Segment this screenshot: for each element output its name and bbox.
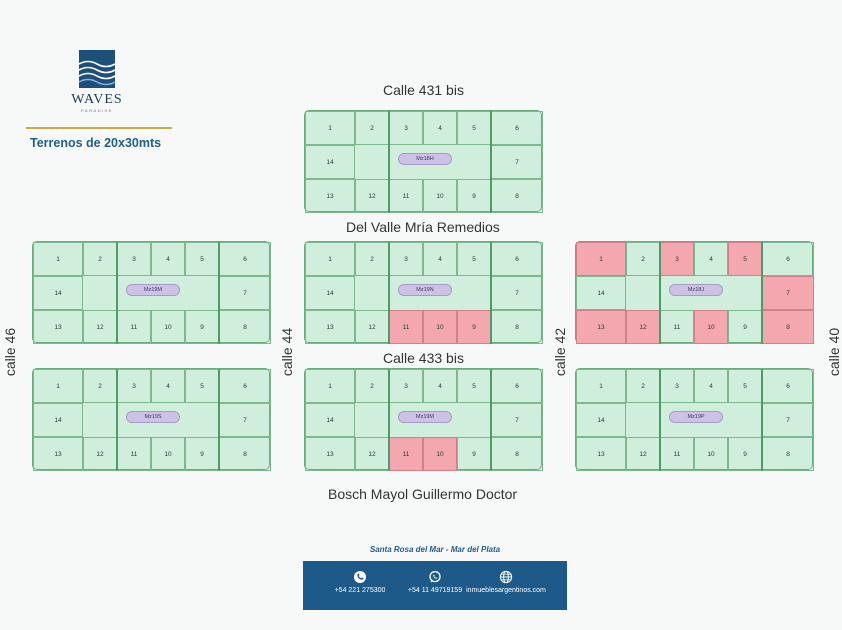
lot-8[interactable]: 8 xyxy=(219,437,271,471)
lot-12[interactable]: 12 xyxy=(626,437,660,471)
lot-3[interactable]: 3 xyxy=(117,369,151,403)
lot-10[interactable]: 10 xyxy=(151,437,185,471)
lot-13[interactable]: 13 xyxy=(576,437,626,471)
street-bosch-mayol: Bosch Mayol Guillermo Doctor xyxy=(328,486,518,502)
street-calle-42: calle 42 xyxy=(552,327,568,377)
street-calle-40: calle 40 xyxy=(826,327,842,377)
block-divider xyxy=(116,242,118,344)
lot-10[interactable]: 10 xyxy=(423,179,457,213)
lot-9[interactable]: 9 xyxy=(185,437,219,471)
manzana-label: Mz18J xyxy=(669,284,723,296)
lot-3[interactable]: 3 xyxy=(389,242,423,276)
block-divider xyxy=(490,111,492,213)
lot-10[interactable]: 10 xyxy=(694,310,728,344)
lot-13[interactable]: 13 xyxy=(576,310,626,344)
street-calle-431-bis: Calle 431 bis xyxy=(383,82,464,98)
block xyxy=(575,241,813,343)
lot-6[interactable]: 6 xyxy=(491,242,543,276)
lot-2[interactable]: 2 xyxy=(626,369,660,403)
lot-14[interactable]: 14 xyxy=(576,276,626,310)
lot-1[interactable]: 1 xyxy=(576,369,626,403)
street-calle-433-bis: Calle 433 bis xyxy=(383,350,464,366)
contact-footer xyxy=(303,561,567,610)
footer-location: Santa Rosa del Mar - Mar del Plata xyxy=(369,545,501,554)
lot-13[interactable]: 13 xyxy=(305,310,355,344)
block xyxy=(32,241,270,343)
lot-3[interactable]: 3 xyxy=(117,242,151,276)
waves-logo-icon xyxy=(79,50,115,88)
lot-11[interactable]: 11 xyxy=(660,437,694,471)
lot-14[interactable]: 14 xyxy=(305,145,355,179)
brand-name: WAVES xyxy=(71,92,123,107)
lot-10[interactable]: 10 xyxy=(423,437,457,471)
lot-11[interactable]: 11 xyxy=(389,437,423,471)
divider xyxy=(26,127,172,129)
block xyxy=(304,368,542,470)
block xyxy=(304,241,542,343)
website-url: inmueblesargentinos.com xyxy=(466,587,546,594)
lot-13[interactable]: 13 xyxy=(33,310,83,344)
lot-7[interactable]: 7 xyxy=(219,403,271,437)
lot-7[interactable]: 7 xyxy=(762,276,814,310)
manzana-label: Mz19M xyxy=(126,284,180,296)
lot-14[interactable]: 14 xyxy=(576,403,626,437)
lot-11[interactable]: 11 xyxy=(117,310,151,344)
lot-5[interactable]: 5 xyxy=(185,242,219,276)
phone-icon xyxy=(353,570,367,584)
lot-7[interactable]: 7 xyxy=(491,403,543,437)
lot-8[interactable]: 8 xyxy=(491,437,543,471)
street-calle-46: calle 46 xyxy=(2,327,18,377)
lot-3[interactable]: 3 xyxy=(660,369,694,403)
lot-14[interactable]: 14 xyxy=(33,403,83,437)
phone-number: +54 221 275300 xyxy=(334,587,386,594)
lot-12[interactable]: 12 xyxy=(355,179,389,213)
lot-2[interactable]: 2 xyxy=(83,242,117,276)
lot-6[interactable]: 6 xyxy=(219,369,271,403)
block xyxy=(304,110,542,212)
lot-5[interactable]: 5 xyxy=(457,111,491,145)
block xyxy=(32,368,270,470)
whatsapp-icon xyxy=(428,570,442,584)
lot-13[interactable]: 13 xyxy=(33,437,83,471)
lot-6[interactable]: 6 xyxy=(219,242,271,276)
lot-6[interactable]: 6 xyxy=(762,369,814,403)
lot-1[interactable]: 1 xyxy=(305,242,355,276)
lot-4[interactable]: 4 xyxy=(694,369,728,403)
lot-5[interactable]: 5 xyxy=(728,369,762,403)
lot-12[interactable]: 12 xyxy=(355,310,389,344)
lot-5[interactable]: 5 xyxy=(728,242,762,276)
lot-3[interactable]: 3 xyxy=(660,242,694,276)
lot-8[interactable]: 8 xyxy=(219,310,271,344)
block-divider xyxy=(388,242,390,344)
lot-5[interactable]: 5 xyxy=(185,369,219,403)
lot-12[interactable]: 12 xyxy=(83,310,117,344)
lot-9[interactable]: 9 xyxy=(457,310,491,344)
lot-9[interactable]: 9 xyxy=(457,437,491,471)
lot-8[interactable]: 8 xyxy=(491,179,543,213)
lot-7[interactable]: 7 xyxy=(762,403,814,437)
block-divider xyxy=(116,369,118,471)
contact-website[interactable] xyxy=(453,570,559,594)
lot-11[interactable]: 11 xyxy=(117,437,151,471)
street-del-valle: Del Valle Mría Remedios xyxy=(346,219,500,235)
block-divider xyxy=(388,369,390,471)
lot-10[interactable]: 10 xyxy=(423,310,457,344)
lot-4[interactable]: 4 xyxy=(151,242,185,276)
lot-2[interactable]: 2 xyxy=(626,242,660,276)
lot-4[interactable]: 4 xyxy=(151,369,185,403)
manzana-label: Mz19M xyxy=(398,411,452,423)
lot-3[interactable]: 3 xyxy=(389,369,423,403)
block-divider xyxy=(388,111,390,213)
block-divider xyxy=(218,369,220,471)
block-divider xyxy=(490,369,492,471)
lot-8[interactable]: 8 xyxy=(491,310,543,344)
lot-9[interactable]: 9 xyxy=(185,310,219,344)
lot-9[interactable]: 9 xyxy=(728,310,762,344)
lot-12[interactable]: 12 xyxy=(83,437,117,471)
lot-6[interactable]: 6 xyxy=(762,242,814,276)
globe-icon xyxy=(499,570,513,584)
lot-13[interactable]: 13 xyxy=(305,179,355,213)
lot-2[interactable]: 2 xyxy=(83,369,117,403)
lot-7[interactable]: 7 xyxy=(491,145,543,179)
lot-4[interactable]: 4 xyxy=(423,242,457,276)
lot-5[interactable]: 5 xyxy=(457,369,491,403)
lot-2[interactable]: 2 xyxy=(355,111,389,145)
block-divider xyxy=(761,369,763,471)
block-divider xyxy=(218,242,220,344)
block xyxy=(575,368,813,470)
lot-4[interactable]: 4 xyxy=(423,369,457,403)
block-divider xyxy=(659,242,661,344)
manzana-label: Mz19N xyxy=(398,284,452,296)
lot-9[interactable]: 9 xyxy=(728,437,762,471)
lot-11[interactable]: 11 xyxy=(389,310,423,344)
lot-1[interactable]: 1 xyxy=(33,242,83,276)
lot-1[interactable]: 1 xyxy=(33,369,83,403)
waves-logo xyxy=(60,50,134,114)
lot-8[interactable]: 8 xyxy=(762,437,814,471)
lot-4[interactable]: 4 xyxy=(423,111,457,145)
manzana-label: Mz18H xyxy=(398,153,452,165)
lot-11[interactable]: 11 xyxy=(660,310,694,344)
block-divider xyxy=(659,369,661,471)
lot-7[interactable]: 7 xyxy=(219,276,271,310)
lot-14[interactable]: 14 xyxy=(33,276,83,310)
lot-12[interactable]: 12 xyxy=(626,310,660,344)
lot-1[interactable]: 1 xyxy=(576,242,626,276)
lot-9[interactable]: 9 xyxy=(457,179,491,213)
brand-tagline: PARADISE xyxy=(81,108,113,113)
lot-8[interactable]: 8 xyxy=(762,310,814,344)
lot-13[interactable]: 13 xyxy=(305,437,355,471)
manzana-label: Mz19P xyxy=(669,411,723,423)
lot-4[interactable]: 4 xyxy=(694,242,728,276)
lot-10[interactable]: 10 xyxy=(151,310,185,344)
lot-2[interactable]: 2 xyxy=(355,369,389,403)
lot-14[interactable]: 14 xyxy=(305,403,355,437)
terrain-size-label: Terrenos de 20x30mts xyxy=(30,136,162,150)
manzana-label: Mz19S xyxy=(126,411,180,423)
lot-10[interactable]: 10 xyxy=(694,437,728,471)
lot-12[interactable]: 12 xyxy=(355,437,389,471)
lot-3[interactable]: 3 xyxy=(389,111,423,145)
lot-7[interactable]: 7 xyxy=(491,276,543,310)
block-divider xyxy=(761,242,763,344)
lot-14[interactable]: 14 xyxy=(305,276,355,310)
lot-5[interactable]: 5 xyxy=(457,242,491,276)
lot-2[interactable]: 2 xyxy=(355,242,389,276)
lot-1[interactable]: 1 xyxy=(305,369,355,403)
block-divider xyxy=(490,242,492,344)
lot-6[interactable]: 6 xyxy=(491,111,543,145)
whatsapp-number: +54 11 49719159 xyxy=(407,587,463,594)
lot-11[interactable]: 11 xyxy=(389,179,423,213)
lot-6[interactable]: 6 xyxy=(491,369,543,403)
lot-1[interactable]: 1 xyxy=(305,111,355,145)
street-calle-44: calle 44 xyxy=(279,327,295,377)
